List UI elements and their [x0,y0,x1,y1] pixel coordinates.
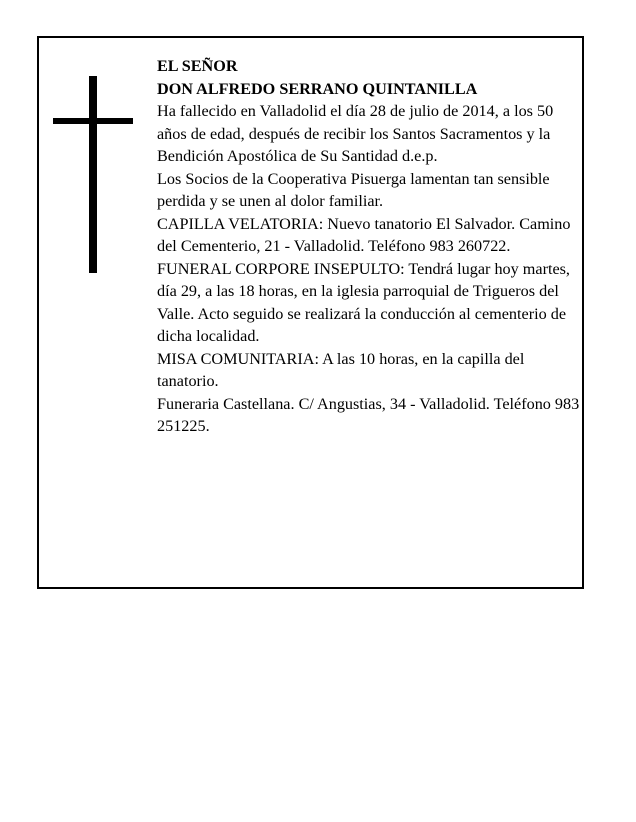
notice-title: EL SEÑOR [157,57,238,75]
notice-body [157,55,581,438]
community-mass-info: MISA COMUNITARIA: A las 10 horas, en la capilla del tanatorio. [157,349,525,390]
funeral-info: FUNERAL CORPORE INSEPULTO: Tendrá lugar hoy martes, día 29, a las 18 horas, en la iglesia parroquial de Trigueros del Valle. Acto seguido se realizará la conducción al cementerio de dicha localidad. [157,259,570,345]
cross-horizontal-bar [53,118,133,124]
death-announcement: Ha fallecido en Valladolid el día 28 de julio de 2014, a los 50 años de edad, después de recibir los Santos Sacramentos y la Bendición Apostólica de Su Santidad d.e.p. [157,102,554,165]
cross-icon [53,76,133,273]
deceased-name: DON ALFREDO SERRANO QUINTANILLA [157,79,478,98]
funeral-home-info: Funeraria Castellana. C/ Angustias, 34 - Valladolid. Teléfono 983 251225. [157,394,580,435]
cooperative-condolence: Los Socios de la Cooperativa Pisuerga lamentan tan sensible perdida y se unen al dolor familiar. [157,169,550,210]
obituary-notice [37,36,584,589]
cross-vertical-bar [89,76,97,273]
wake-chapel-info: CAPILLA VELATORIA: Nuevo tanatorio El Salvador. Camino del Cementerio, 21 - Valladolid. Teléfono 983 260722. [157,214,571,255]
